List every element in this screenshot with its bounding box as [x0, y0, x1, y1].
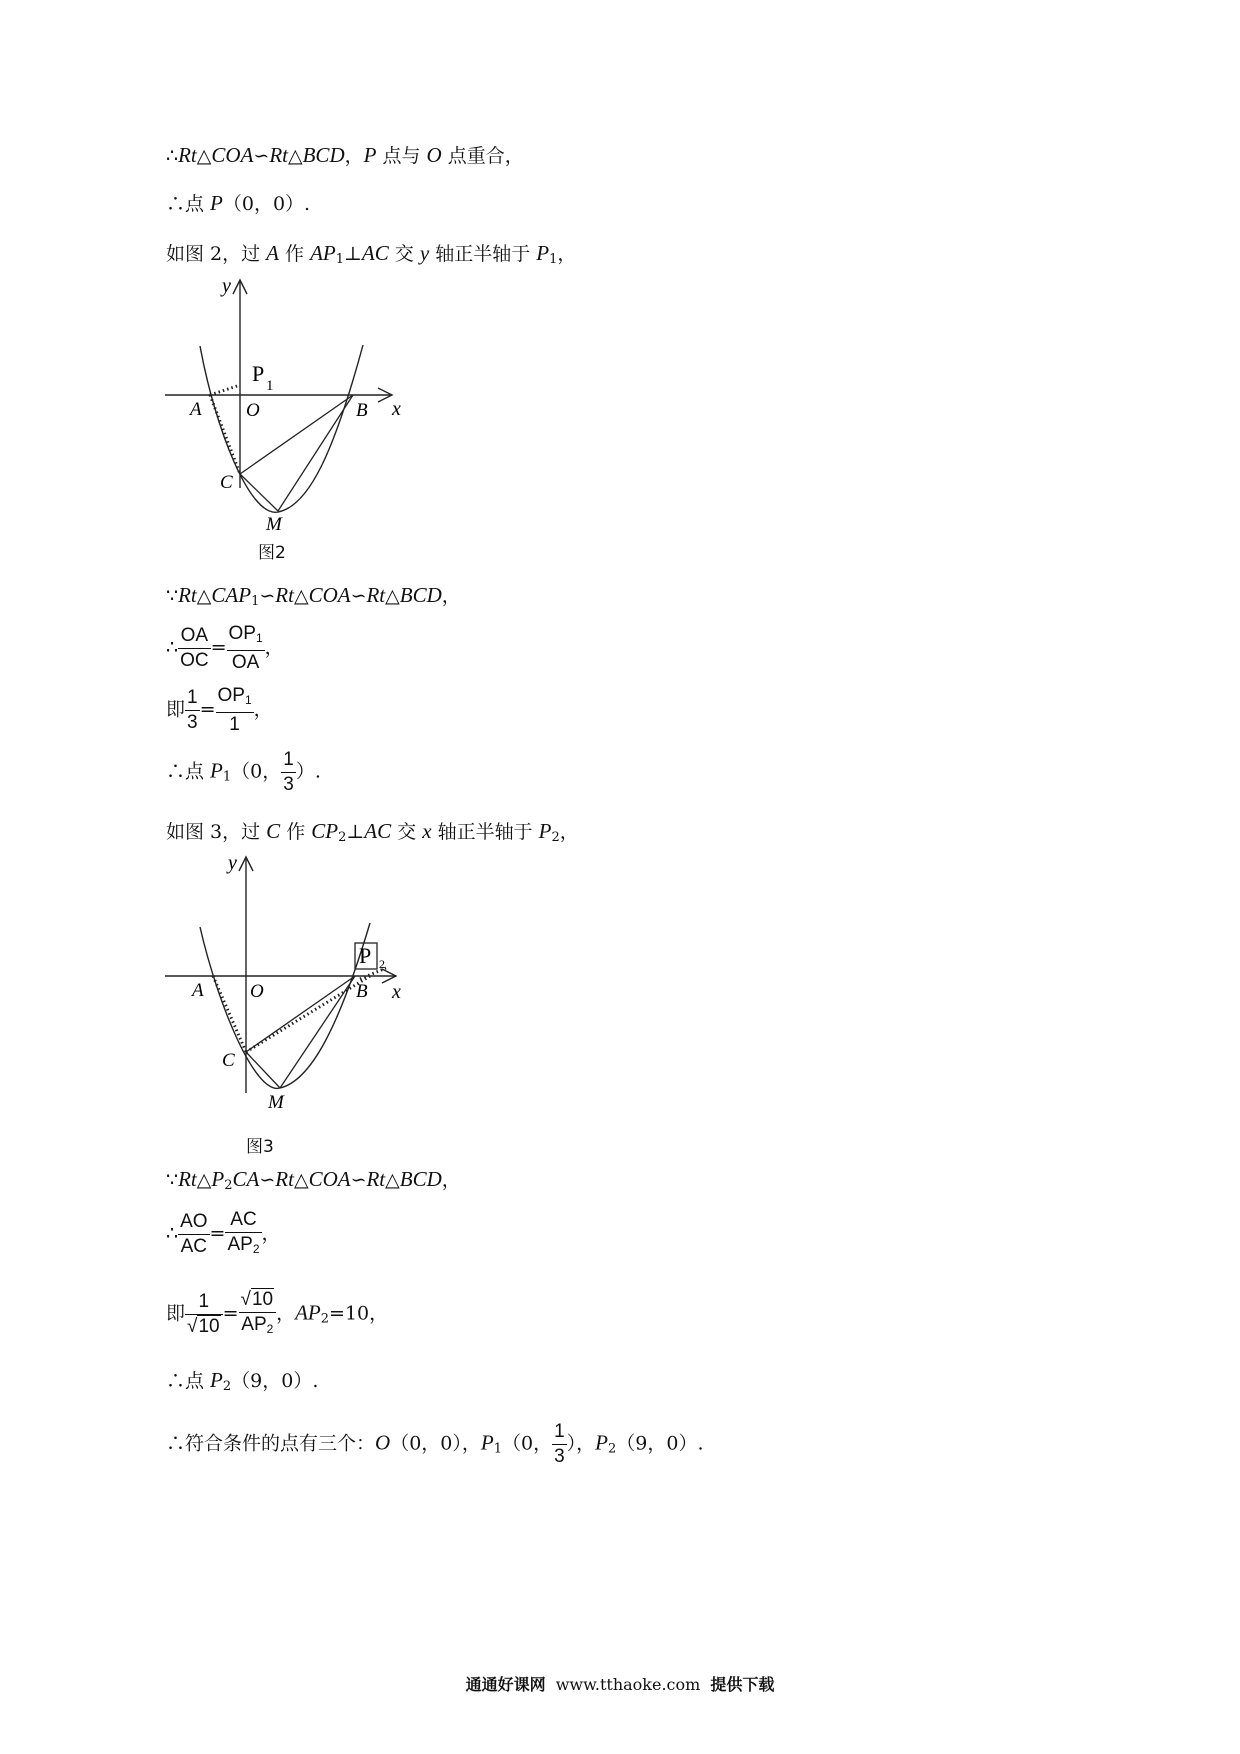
label-m: M [268, 1092, 284, 1113]
fraction-ac-ap2: $\frac{AC}{AP_2}$ [227, 1209, 260, 1256]
text-line-1: ∴Rt△COA∽Rt△BCD，P 点与 O 点重合， [166, 143, 524, 167]
footer-url[interactable]: www.tthaoke.com [555, 1675, 701, 1694]
figure-3 [160, 855, 440, 1119]
label-m: M [266, 514, 282, 535]
text-line-9: $\because Rt\triangle P_2CA∽Rt\triangle COA∽Rt\triangle BCD$， [166, 1167, 461, 1193]
text-line-3: 如图 2，过 A 作 $AP_1\perp AC$ 交 y 轴正半轴于 $P_1$， [166, 241, 577, 267]
label-p2-sub: 2 [379, 957, 385, 971]
segment-mb [278, 395, 353, 511]
figure-2-caption: 图2 [258, 543, 286, 563]
segment-cm [240, 474, 278, 511]
text-line-6: 即 $\frac{1}{3}$ = $\frac{OP_1}{1}$ ， [166, 685, 273, 735]
fraction-oa-oc: $\frac{OA}{OC}$ [180, 625, 209, 671]
text-line-7: ∴点 $P_1(0$， $\frac{1}{3}$ ）. [166, 749, 321, 795]
label-p2: P [359, 943, 372, 968]
page-footer [0, 1672, 1240, 1695]
label-a: A [192, 980, 204, 1001]
figure-3-caption: 图3 [246, 1137, 274, 1157]
segment-cp2-dotted [246, 976, 370, 1052]
text-line-13: ∴符合条件的点有三个：O（0，0），$P_1(0$， $\frac{1}{3}$ ），$P_2(9$，0）. [166, 1421, 704, 1467]
fraction-op1-oa: $\frac{OP_1}{OA}$ [228, 623, 263, 673]
label-c: C [220, 472, 233, 493]
label-c: C [222, 1050, 235, 1071]
fraction-1-3: $\frac{1}{3}$ [187, 687, 198, 733]
text-line-10: ∴ $\frac{AO}{AC}$ = $\frac{AC}{AP_2}$ ， [166, 1208, 281, 1261]
label-b: B [356, 400, 368, 421]
segment-ap1-dotted [210, 385, 240, 395]
text-line-12: ∴点 $P_2(9$，0）. [166, 1368, 319, 1394]
segment-cm [246, 1052, 280, 1088]
fraction-1-sqrt10: $\frac{1}{√10}$ [185, 1290, 223, 1339]
label-o: O [246, 400, 260, 421]
footer-suffix: 提供下载 [710, 1675, 775, 1694]
label-p1: P [252, 361, 265, 386]
label-x: x [392, 981, 401, 1003]
fraction-sqrt10-ap2: $\frac{√10}{AP_2}$ [239, 1288, 277, 1341]
fraction-op1-1: $\frac{OP_1}{1}$ [217, 685, 252, 735]
fraction-ao-ac: $\frac{AO}{AC}$ [180, 1211, 208, 1257]
segment-ac-dotted [213, 976, 246, 1052]
text-line-4: $\because Rt\triangle CAP_1∽Rt\triangle COA∽Rt\triangle BCD$， [166, 583, 461, 609]
text-line-2: ∴点 P（0，0）. [166, 191, 311, 215]
fraction-1-3-p1: $\frac{1}{3}$ [283, 749, 294, 795]
label-x: x [392, 398, 401, 420]
label-o: O [250, 981, 264, 1002]
footer-site: 通通好课网 [465, 1675, 546, 1694]
text-line-8: 如图 3，过 C 作 $CP_2\perp AC$ 交 x 轴正半轴于 $P_2$， [166, 819, 579, 845]
segment-mb [280, 976, 355, 1088]
figure-2 [160, 278, 420, 542]
label-p1-sub: 1 [266, 378, 274, 394]
label-y: y [228, 855, 237, 874]
label-y: y [222, 278, 231, 297]
text-line-11: 即 $\frac{1}{√10}$ = $\frac{√10}{AP_2}$ ，$AP_2=10$， [166, 1288, 388, 1341]
text-line-5: ∴ $\frac{OA}{OC}$ = $\frac{OP_1}{OA}$ ， [166, 623, 284, 673]
label-a: A [190, 399, 202, 420]
label-b: B [356, 981, 368, 1002]
fraction-1-3-summary: $\frac{1}{3}$ [554, 1421, 565, 1467]
